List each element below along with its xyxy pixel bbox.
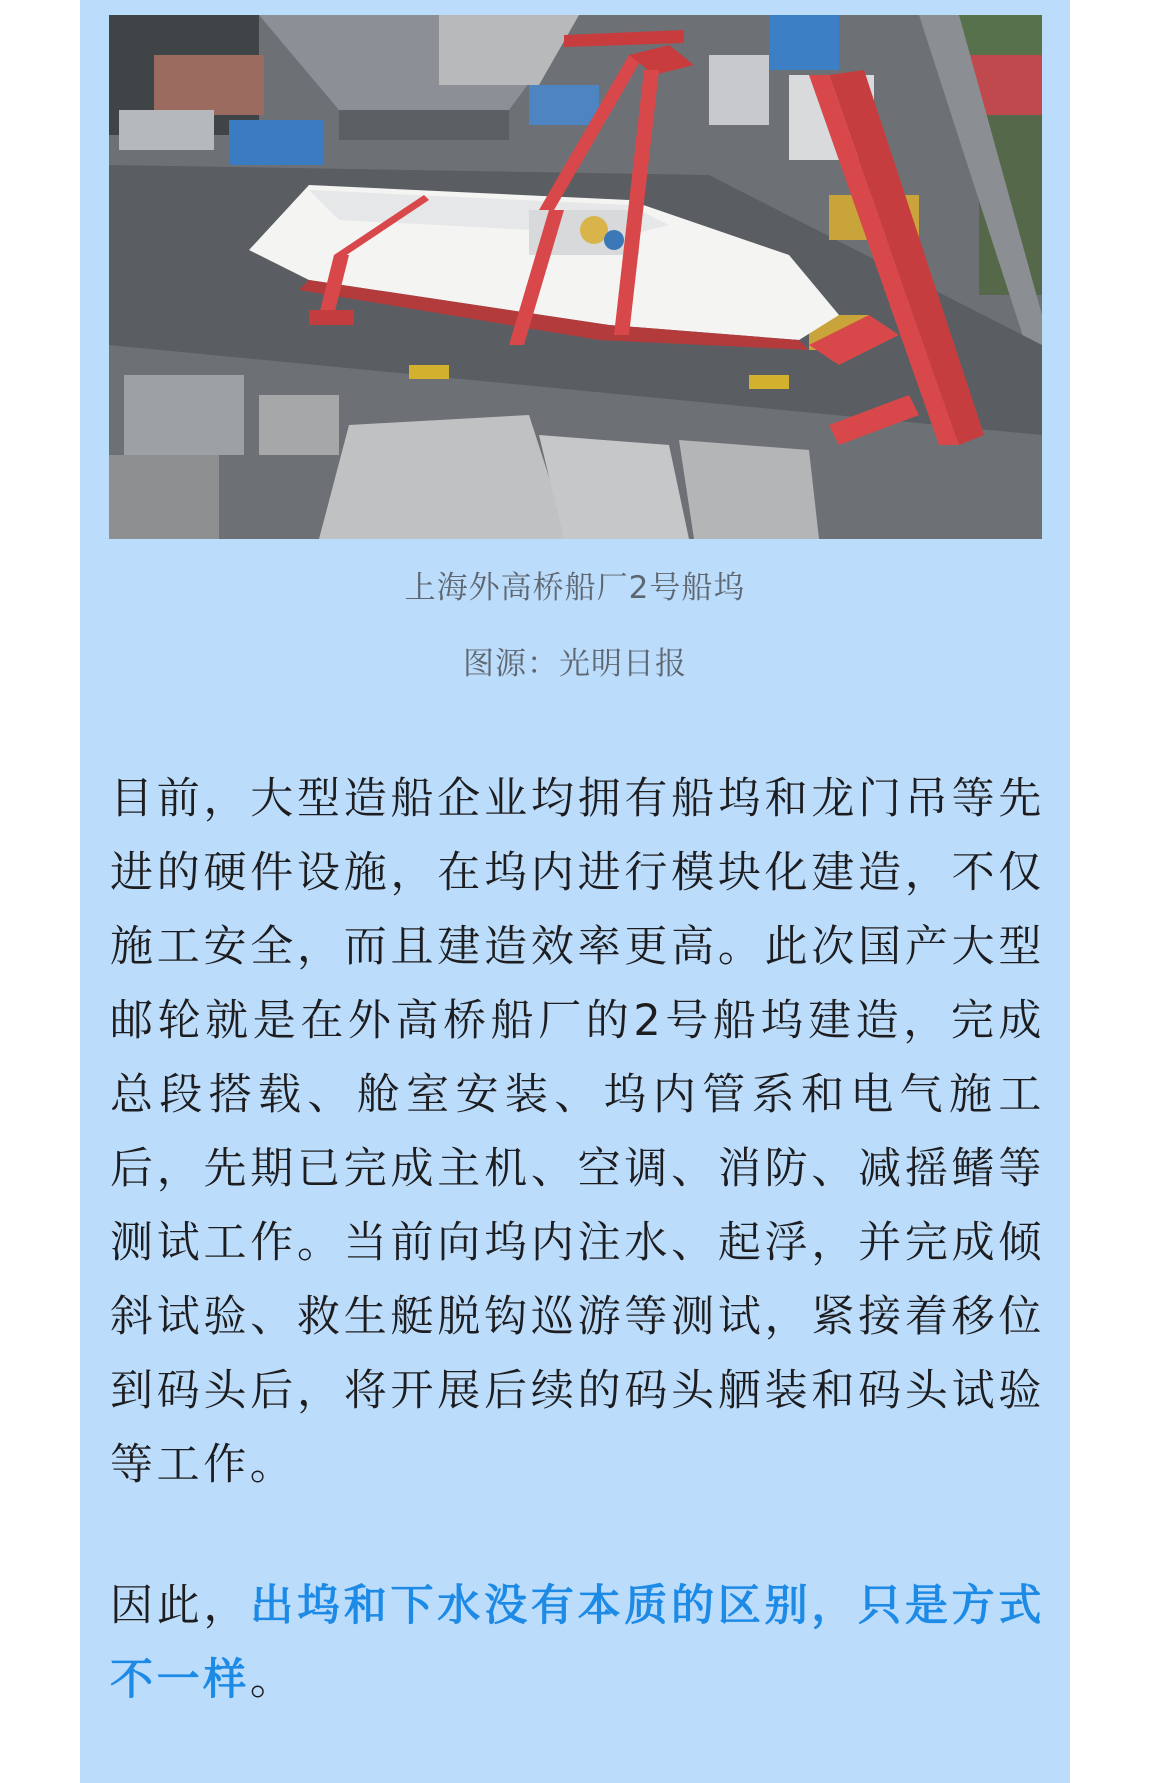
photo-source: 图源：光明日报 bbox=[463, 646, 687, 682]
body-paragraph: 目前，大型造船企业均拥有船坞和龙门吊等先进的硬件设施，在坞内进行模块化建造，不仅施工安全，而且建造效率更高。此次国产大型邮轮就是在外高桥船厂的2号船坞建造，完成总段搭载、舱室安装、坞内管系和电气施工后，先期已完成主机、空调、消防、减摇鳍等测试工作。当前向坞内注水、起浮，并完成倾斜试验、救生艇脱钩巡游等测试，紧接着移位到码头后，将开展后续的码头舾装和码头试验等工作。 bbox=[110, 774, 1045, 1490]
conclusion-prefix: 因此， bbox=[110, 1581, 251, 1631]
conclusion-paragraph bbox=[110, 1569, 1045, 1717]
highlighted-conclusion: 出坞和下水没有本质的区别，只是方式不一样 bbox=[110, 1581, 1045, 1705]
shipyard-illustration bbox=[109, 15, 1042, 539]
photo-caption: 上海外高桥船厂2号船坞 bbox=[404, 570, 746, 606]
conclusion-suffix: 。 bbox=[249, 1655, 297, 1705]
article-panel bbox=[80, 0, 1070, 1783]
shipyard-photo bbox=[109, 15, 1042, 539]
